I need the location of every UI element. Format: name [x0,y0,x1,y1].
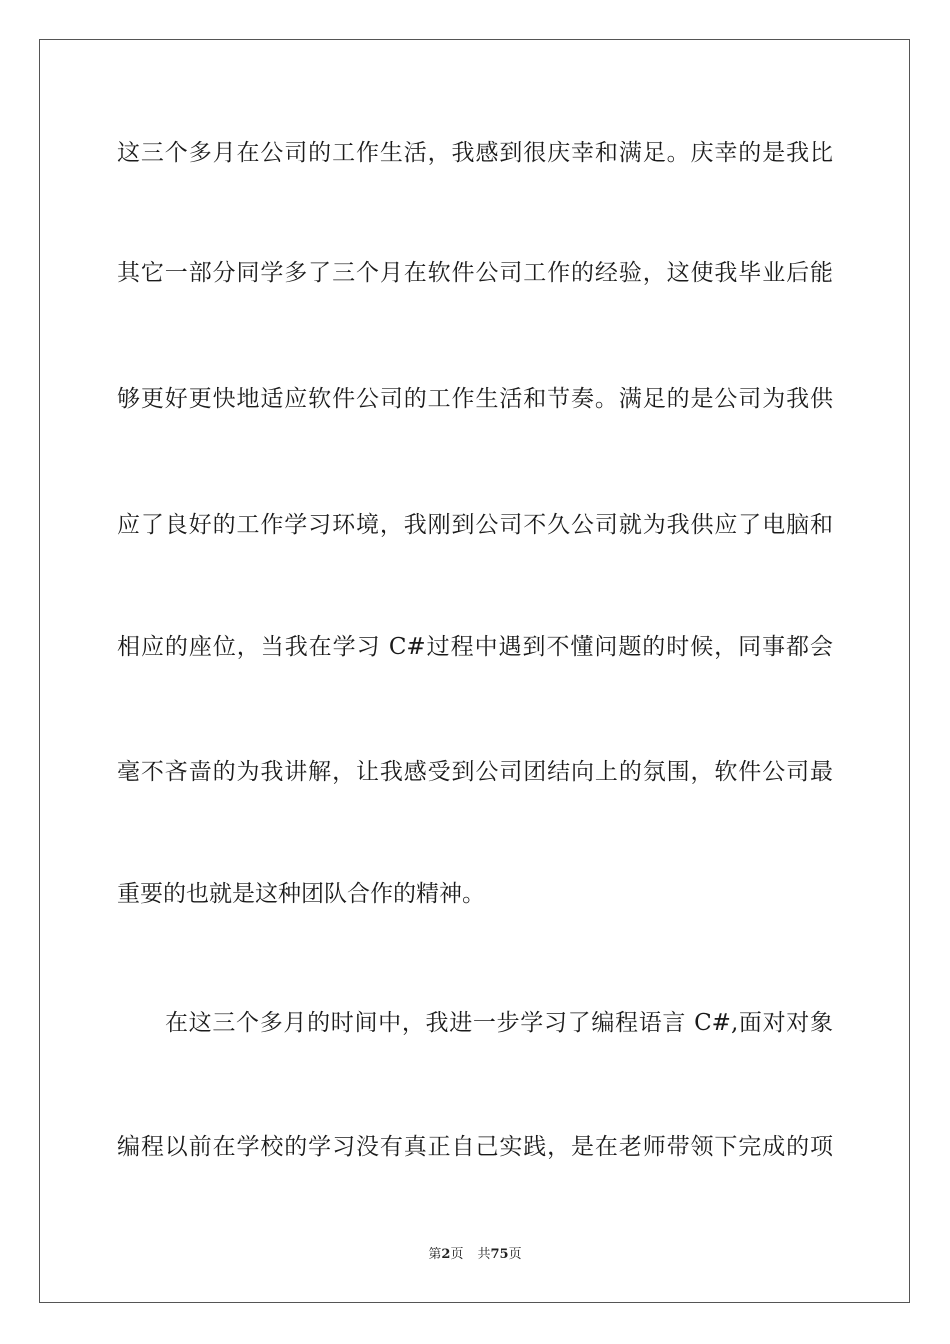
page-border [39,39,910,1303]
text-line: 这三个多月在公司的工作生活，我感到很庆幸和满足。庆幸的是我比 [117,140,833,166]
text-line: 够更好更快地适应软件公司的工作生活和节奏。满足的是公司为我供 [117,386,833,412]
text-line: 应了良好的工作学习环境，我刚到公司不久公司就为我供应了电脑和 [117,512,833,538]
page-prefix: 第 [428,1247,442,1262]
page-suffix: 页 [450,1247,464,1262]
text-line: 重要的也就是这种团队合作的精神。 [117,881,485,907]
page-number: 2 [441,1247,451,1262]
text-line: 相应的座位，当我在学习 C#过程中遇到不懂问题的时候，同事都会 [117,634,833,660]
text-line: 其它一部分同学多了三个月在软件公司工作的经验，这使我毕业后能 [117,260,833,286]
total-suffix: 页 [508,1247,522,1262]
page-footer [0,1247,950,1263]
text-line: 毫不吝啬的为我讲解，让我感受到公司团结向上的氛围，软件公司最 [117,759,833,785]
text-line: 编程以前在学校的学习没有真正自己实践，是在老师带领下完成的项 [117,1134,833,1160]
total-pages: 75 [490,1247,509,1262]
text-line-indented: 在这三个多月的时间中，我进一步学习了编程语言 C#,面对对象 [165,1010,833,1036]
total-prefix: 共 [477,1247,491,1262]
